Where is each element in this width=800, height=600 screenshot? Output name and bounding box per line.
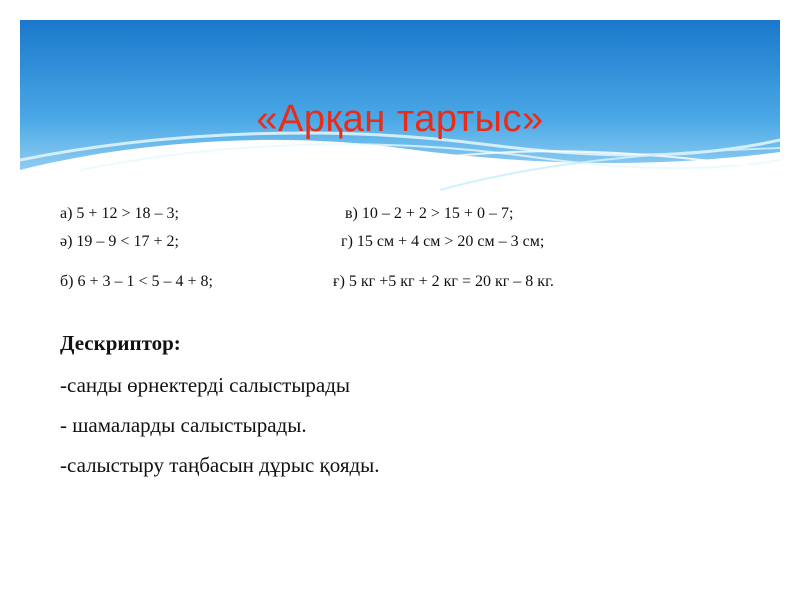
expression-v: в) 10 – 2 + 2 > 15 + 0 – 7;	[345, 205, 514, 222]
expression-g: г) 15 см + 4 см > 20 см – 3 см;	[341, 233, 545, 250]
expression-a: а) 5 + 12 > 18 – 3;	[60, 205, 179, 222]
header-banner	[20, 20, 780, 200]
expression-gh: ғ) 5 кг +5 кг + 2 кг = 20 кг – 8 кг.	[333, 273, 554, 290]
expression-ae: ә) 19 – 9 < 17 + 2;	[60, 233, 179, 250]
expression-b: б) 6 + 3 – 1 < 5 – 4 + 8;	[60, 273, 213, 290]
descriptor-item: -салыстыру таңбасын дұрыс қояды.	[60, 453, 380, 477]
slide-title: «Арқан тартыс»	[256, 98, 544, 140]
descriptor-item: -санды өрнектерді салыстырады	[60, 373, 351, 397]
descriptor-item: - шамаларды салыстырады.	[60, 413, 307, 437]
descriptor-title: Дескриптор:	[60, 331, 181, 355]
